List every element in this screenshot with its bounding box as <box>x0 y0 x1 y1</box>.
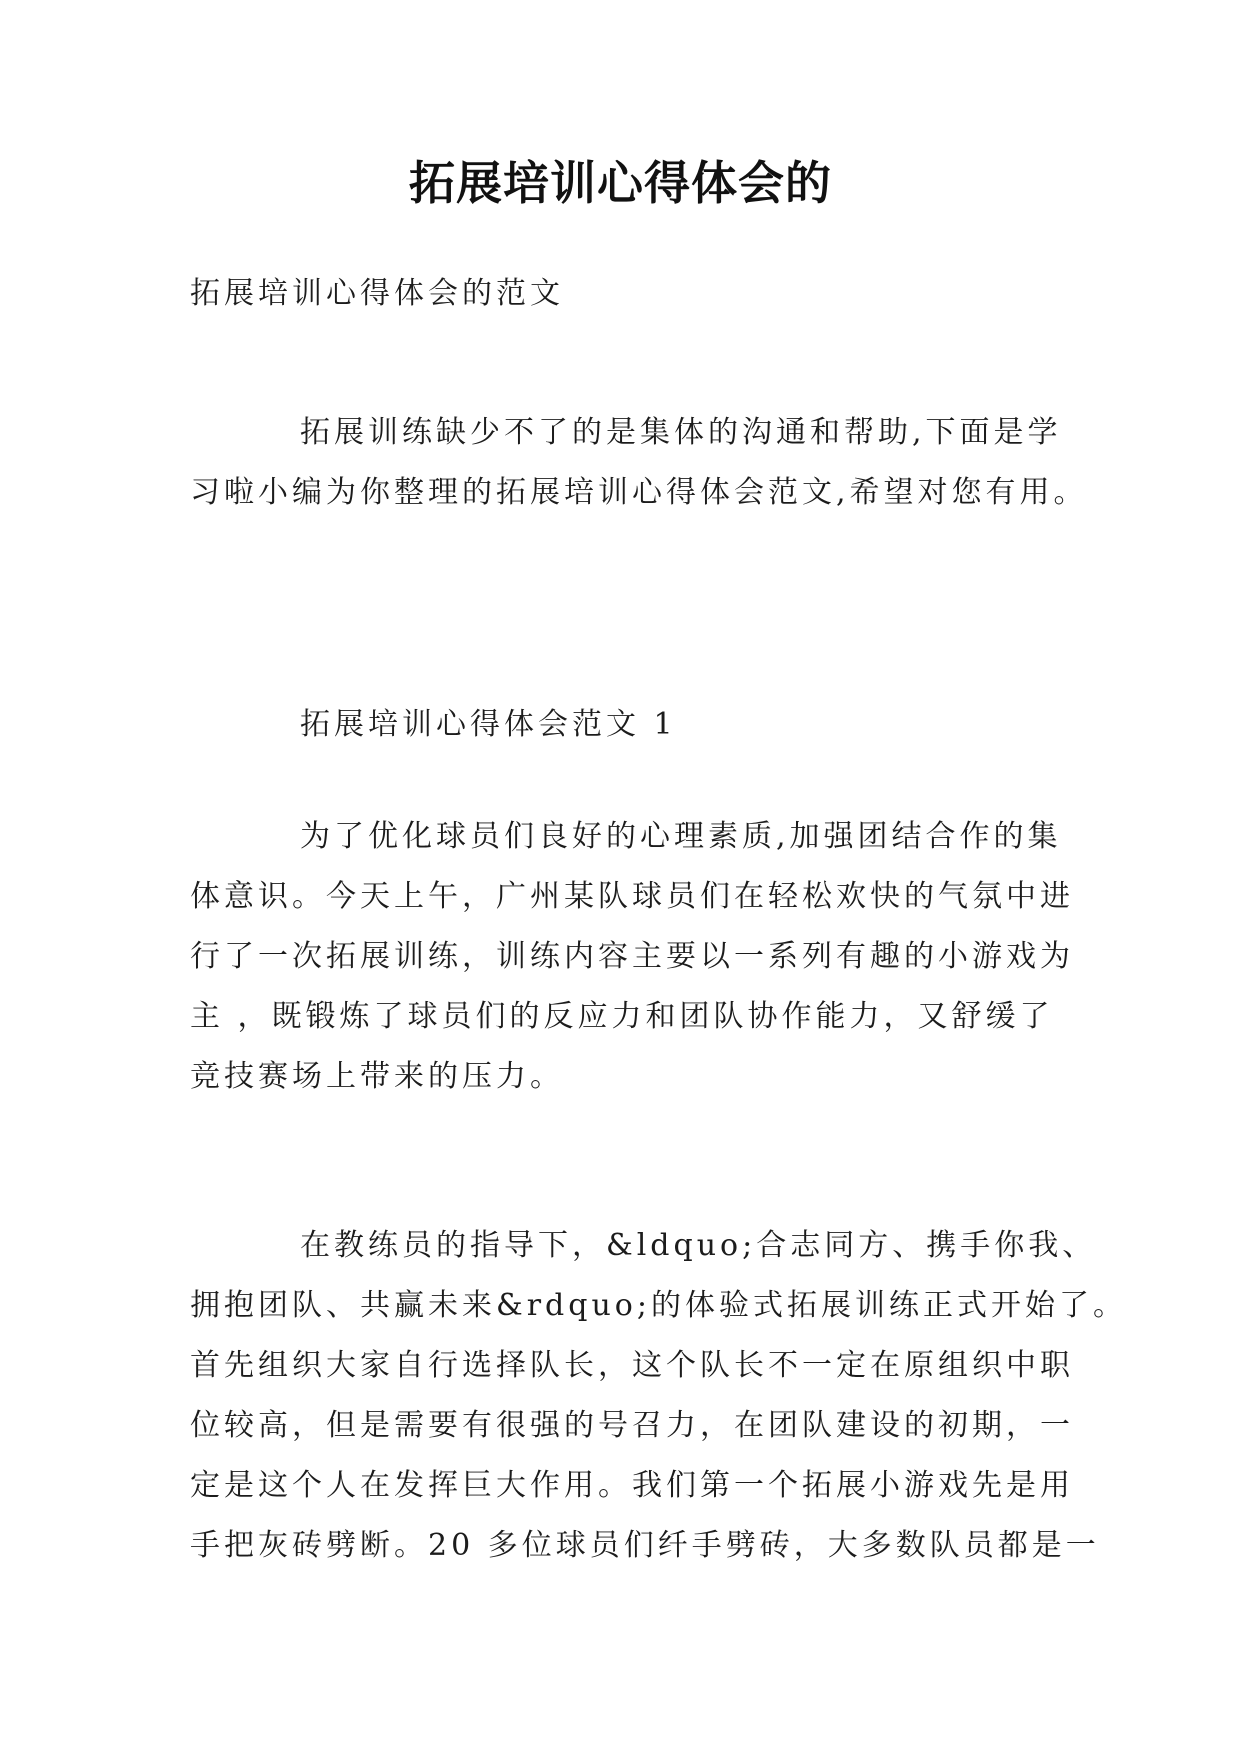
paragraph-2 <box>190 1216 1127 1576</box>
paragraph-2-line-5: 定是这个人在发挥巨大作用。我们第一个拓展小游戏先是用 <box>190 1468 1074 1503</box>
intro-paragraph <box>190 403 1088 523</box>
intro-line-2: 习啦小编为你整理的拓展培训心得体会范文,希望对您有用。 <box>190 475 1088 510</box>
document-subtitle <box>190 264 1070 324</box>
paragraph-2-line-4: 位较高，但是需要有很强的号召力，在团队建设的初期，一 <box>190 1408 1074 1443</box>
paragraph-2-line-6: 手把灰砖劈断。20 多位球员们纤手劈砖，大多数队员都是一 <box>190 1528 1100 1563</box>
paragraph-2-line-2: 拥抱团队、共赢未来&rdquo;的体验式拓展训练正式开始了。 <box>190 1288 1127 1323</box>
paragraph-1-line-3: 行了一次拓展训练，训练内容主要以一系列有趣的小游戏为 <box>190 939 1074 974</box>
section-heading <box>190 695 1070 755</box>
intro-line-1: 拓展训练缺少不了的是集体的沟通和帮助,下面是学 <box>300 415 1062 450</box>
paragraph-1-line-4: 主 ，既锻炼了球员们的反应力和团队协作能力，又舒缓了 <box>190 999 1054 1034</box>
subtitle-line: 拓展培训心得体会的范文 <box>190 276 564 311</box>
paragraph-1-line-2: 体意识。今天上午，广州某队球员们在轻松欢快的气氛中进 <box>190 879 1074 914</box>
paragraph-1 <box>190 807 1074 1107</box>
paragraph-2-line-1: 在教练员的指导下，&ldquo;合志同方、携手你我、 <box>300 1228 1097 1263</box>
paragraph-2-line-3: 首先组织大家自行选择队长，这个队长不一定在原组织中职 <box>190 1348 1074 1383</box>
document-title: 拓展培训心得体会的 <box>409 156 832 210</box>
paragraph-1-line-5: 竞技赛场上带来的压力。 <box>190 1059 564 1094</box>
paragraph-1-line-1: 为了优化球员们良好的心理素质,加强团结合作的集 <box>300 819 1062 854</box>
section-heading-text: 拓展培训心得体会范文 1 <box>300 707 677 742</box>
